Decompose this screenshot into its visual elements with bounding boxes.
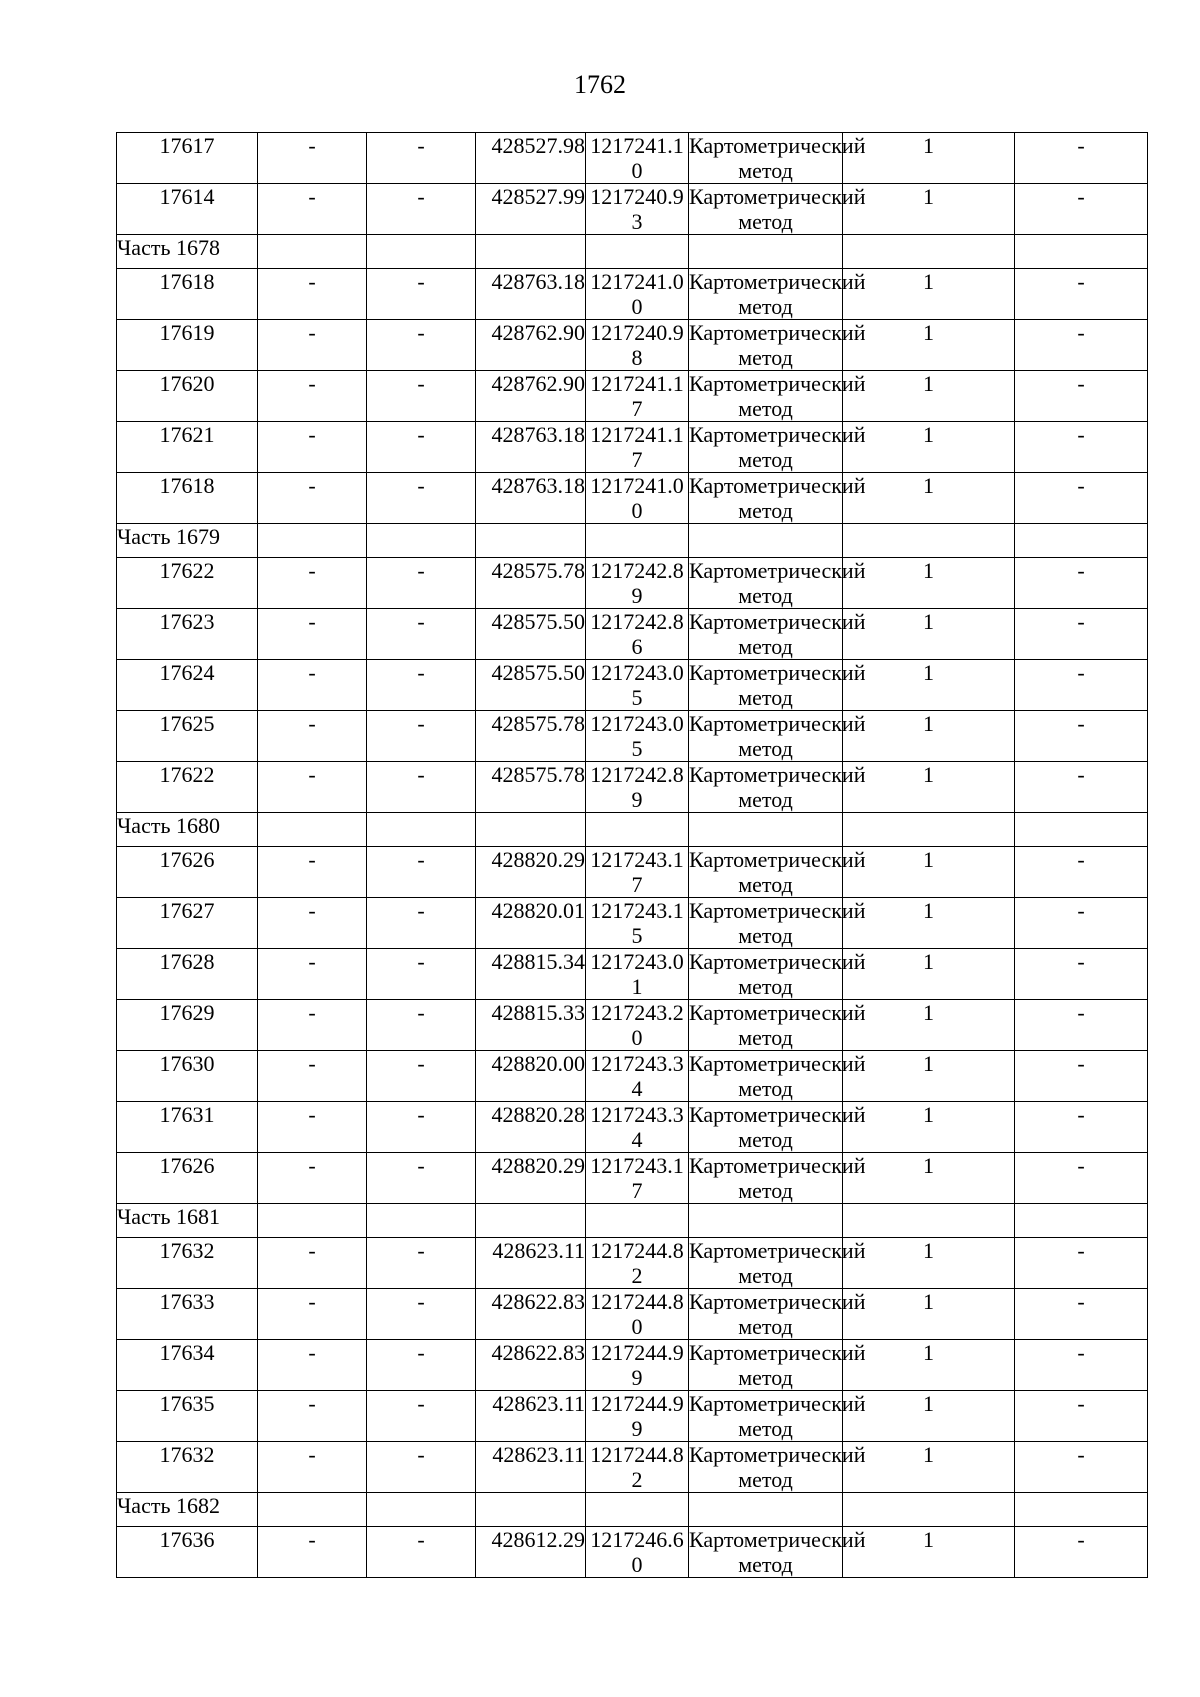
- accuracy-cell: 1: [843, 1527, 1015, 1578]
- empty-cell: [689, 1493, 843, 1527]
- method-cell: Картометрический метод: [689, 1153, 866, 1203]
- empty-cell: [689, 813, 843, 847]
- point-number-cell: 17619: [117, 320, 258, 371]
- empty-cell: [476, 1204, 586, 1238]
- table-row: [117, 1391, 1148, 1442]
- table-row: [117, 949, 1148, 1000]
- dash-cell: -: [1015, 558, 1148, 609]
- y-coordinate-cell: 1217241.17: [586, 371, 689, 422]
- point-number-cell: 17625: [117, 711, 258, 762]
- accuracy-cell: 1: [843, 1238, 1015, 1289]
- dash-cell: -: [1015, 949, 1148, 1000]
- point-number-cell: 17624: [117, 660, 258, 711]
- method-cell: Картометрический метод: [689, 184, 866, 234]
- dash-cell: -: [1015, 184, 1148, 235]
- table-row: [117, 1153, 1148, 1204]
- dash-cell: -: [258, 1442, 367, 1493]
- empty-cell: [476, 524, 586, 558]
- dash-cell: -: [258, 371, 367, 422]
- dash-cell: -: [367, 422, 476, 473]
- empty-cell: [367, 1204, 476, 1238]
- dash-cell: -: [1015, 1051, 1148, 1102]
- table-row: [117, 133, 1148, 184]
- x-coordinate-cell: 428763.18: [476, 269, 586, 320]
- x-coordinate-cell: 428762.90: [476, 371, 586, 422]
- table-row: [117, 320, 1148, 371]
- empty-cell: [689, 1204, 843, 1238]
- empty-cell: [843, 813, 1015, 847]
- accuracy-cell: 1: [843, 609, 1015, 660]
- x-coordinate-cell: 428763.18: [476, 422, 586, 473]
- point-number-cell: 17629: [117, 1000, 258, 1051]
- dash-cell: -: [1015, 133, 1148, 184]
- point-number-cell: 17622: [117, 762, 258, 813]
- dash-cell: -: [258, 711, 367, 762]
- part-label: Часть 1678: [117, 235, 258, 269]
- dash-cell: -: [1015, 422, 1148, 473]
- dash-cell: -: [1015, 371, 1148, 422]
- part-header-row: [117, 1493, 1148, 1527]
- y-coordinate-cell: 1217244.80: [586, 1289, 689, 1340]
- dash-cell: -: [1015, 1340, 1148, 1391]
- empty-cell: [258, 235, 367, 269]
- point-number-cell: 17626: [117, 1153, 258, 1204]
- x-coordinate-cell: 428623.11: [476, 1442, 586, 1493]
- dash-cell: -: [258, 847, 367, 898]
- empty-cell: [476, 1493, 586, 1527]
- part-header-row: [117, 1204, 1148, 1238]
- accuracy-cell: 1: [843, 660, 1015, 711]
- dash-cell: -: [367, 1391, 476, 1442]
- empty-cell: [843, 524, 1015, 558]
- x-coordinate-cell: 428612.29: [476, 1527, 586, 1578]
- point-number-cell: 17636: [117, 1527, 258, 1578]
- dash-cell: -: [367, 371, 476, 422]
- accuracy-cell: 1: [843, 1102, 1015, 1153]
- dash-cell: -: [258, 898, 367, 949]
- part-label: Часть 1682: [117, 1493, 258, 1527]
- dash-cell: -: [258, 558, 367, 609]
- method-cell: Картометрический метод: [689, 1238, 866, 1288]
- y-coordinate-cell: 1217243.20: [586, 1000, 689, 1051]
- dash-cell: -: [1015, 609, 1148, 660]
- part-label: Часть 1680: [117, 813, 258, 847]
- dash-cell: -: [367, 847, 476, 898]
- method-cell: Картометрический метод: [689, 422, 866, 472]
- accuracy-cell: 1: [843, 1000, 1015, 1051]
- dash-cell: -: [258, 320, 367, 371]
- empty-cell: [367, 235, 476, 269]
- empty-cell: [586, 813, 689, 847]
- dash-cell: -: [1015, 1102, 1148, 1153]
- accuracy-cell: 1: [843, 1442, 1015, 1493]
- dash-cell: -: [367, 269, 476, 320]
- dash-cell: -: [367, 1289, 476, 1340]
- point-number-cell: 17621: [117, 422, 258, 473]
- table-row: [117, 473, 1148, 524]
- point-number-cell: 17622: [117, 558, 258, 609]
- method-cell: Картометрический метод: [689, 1051, 866, 1101]
- dash-cell: -: [258, 1000, 367, 1051]
- x-coordinate-cell: 428623.11: [476, 1238, 586, 1289]
- accuracy-cell: 1: [843, 762, 1015, 813]
- x-coordinate-cell: 428575.78: [476, 762, 586, 813]
- y-coordinate-cell: 1217243.15: [586, 898, 689, 949]
- point-number-cell: 17626: [117, 847, 258, 898]
- table-row: [117, 609, 1148, 660]
- accuracy-cell: 1: [843, 1153, 1015, 1204]
- method-cell: Картометрический метод: [689, 660, 866, 710]
- coordinates-table: [116, 132, 1148, 1578]
- method-cell: Картометрический метод: [689, 1527, 866, 1577]
- dash-cell: -: [367, 762, 476, 813]
- dash-cell: -: [367, 711, 476, 762]
- accuracy-cell: 1: [843, 558, 1015, 609]
- point-number-cell: 17634: [117, 1340, 258, 1391]
- empty-cell: [258, 813, 367, 847]
- empty-cell: [258, 1493, 367, 1527]
- table-row: [117, 1238, 1148, 1289]
- x-coordinate-cell: 428622.83: [476, 1289, 586, 1340]
- x-coordinate-cell: 428820.00: [476, 1051, 586, 1102]
- dash-cell: -: [1015, 1442, 1148, 1493]
- dash-cell: -: [1015, 1527, 1148, 1578]
- empty-cell: [1015, 235, 1148, 269]
- empty-cell: [1015, 524, 1148, 558]
- table-row: [117, 847, 1148, 898]
- accuracy-cell: 1: [843, 133, 1015, 184]
- point-number-cell: 17623: [117, 609, 258, 660]
- table-row: [117, 1442, 1148, 1493]
- dash-cell: -: [1015, 762, 1148, 813]
- dash-cell: -: [1015, 473, 1148, 524]
- empty-cell: [1015, 1204, 1148, 1238]
- dash-cell: -: [367, 1051, 476, 1102]
- accuracy-cell: 1: [843, 711, 1015, 762]
- dash-cell: -: [1015, 847, 1148, 898]
- dash-cell: -: [367, 609, 476, 660]
- x-coordinate-cell: 428575.50: [476, 609, 586, 660]
- table-row: [117, 660, 1148, 711]
- table-row: [117, 184, 1148, 235]
- empty-cell: [586, 524, 689, 558]
- empty-cell: [843, 1204, 1015, 1238]
- empty-cell: [689, 235, 843, 269]
- y-coordinate-cell: 1217246.60: [586, 1527, 689, 1578]
- empty-cell: [586, 1493, 689, 1527]
- dash-cell: -: [1015, 1391, 1148, 1442]
- dash-cell: -: [1015, 269, 1148, 320]
- part-header-row: [117, 813, 1148, 847]
- dash-cell: -: [367, 660, 476, 711]
- empty-cell: [586, 1204, 689, 1238]
- table-row: [117, 711, 1148, 762]
- dash-cell: -: [258, 422, 367, 473]
- y-coordinate-cell: 1217243.01: [586, 949, 689, 1000]
- empty-cell: [367, 524, 476, 558]
- dash-cell: -: [367, 898, 476, 949]
- y-coordinate-cell: 1217243.17: [586, 1153, 689, 1204]
- y-coordinate-cell: 1217243.17: [586, 847, 689, 898]
- x-coordinate-cell: 428815.33: [476, 1000, 586, 1051]
- part-header-row: [117, 235, 1148, 269]
- page-number: 1762: [574, 70, 626, 99]
- table-body: [117, 133, 1148, 1578]
- dash-cell: -: [367, 184, 476, 235]
- method-cell: Картометрический метод: [689, 1289, 866, 1339]
- table-row: [117, 1289, 1148, 1340]
- dash-cell: -: [367, 1000, 476, 1051]
- dash-cell: -: [258, 949, 367, 1000]
- dash-cell: -: [1015, 898, 1148, 949]
- empty-cell: [843, 1493, 1015, 1527]
- y-coordinate-cell: 1217244.82: [586, 1238, 689, 1289]
- x-coordinate-cell: 428575.50: [476, 660, 586, 711]
- method-cell: Картометрический метод: [689, 898, 866, 948]
- empty-cell: [258, 1204, 367, 1238]
- point-number-cell: 17633: [117, 1289, 258, 1340]
- dash-cell: -: [258, 1340, 367, 1391]
- part-label: Часть 1681: [117, 1204, 258, 1238]
- y-coordinate-cell: 1217241.17: [586, 422, 689, 473]
- empty-cell: [1015, 1493, 1148, 1527]
- dash-cell: -: [1015, 1289, 1148, 1340]
- y-coordinate-cell: 1217241.10: [586, 133, 689, 184]
- accuracy-cell: 1: [843, 371, 1015, 422]
- dash-cell: -: [258, 1238, 367, 1289]
- empty-cell: [586, 235, 689, 269]
- table-row: [117, 422, 1148, 473]
- y-coordinate-cell: 1217243.05: [586, 660, 689, 711]
- table-row: [117, 1000, 1148, 1051]
- dash-cell: -: [258, 609, 367, 660]
- y-coordinate-cell: 1217244.99: [586, 1391, 689, 1442]
- accuracy-cell: 1: [843, 1051, 1015, 1102]
- point-number-cell: 17630: [117, 1051, 258, 1102]
- accuracy-cell: 1: [843, 949, 1015, 1000]
- accuracy-cell: 1: [843, 847, 1015, 898]
- dash-cell: -: [258, 473, 367, 524]
- dash-cell: -: [1015, 1238, 1148, 1289]
- table-row: [117, 371, 1148, 422]
- method-cell: Картометрический метод: [689, 609, 866, 659]
- x-coordinate-cell: 428527.99: [476, 184, 586, 235]
- dash-cell: -: [367, 1153, 476, 1204]
- table-row: [117, 898, 1148, 949]
- table-row: [117, 558, 1148, 609]
- method-cell: Картометрический метод: [689, 269, 866, 319]
- method-cell: Картометрический метод: [689, 1391, 866, 1441]
- y-coordinate-cell: 1217243.34: [586, 1102, 689, 1153]
- y-coordinate-cell: 1217242.89: [586, 558, 689, 609]
- x-coordinate-cell: 428622.83: [476, 1340, 586, 1391]
- dash-cell: -: [367, 1102, 476, 1153]
- point-number-cell: 17635: [117, 1391, 258, 1442]
- method-cell: Картометрический метод: [689, 1442, 866, 1492]
- method-cell: Картометрический метод: [689, 711, 866, 761]
- point-number-cell: 17631: [117, 1102, 258, 1153]
- dash-cell: -: [367, 558, 476, 609]
- x-coordinate-cell: 428575.78: [476, 711, 586, 762]
- table-row: [117, 1051, 1148, 1102]
- dash-cell: -: [258, 1153, 367, 1204]
- dash-cell: -: [367, 949, 476, 1000]
- x-coordinate-cell: 428820.29: [476, 847, 586, 898]
- x-coordinate-cell: 428820.01: [476, 898, 586, 949]
- method-cell: Картометрический метод: [689, 1102, 866, 1152]
- dash-cell: -: [1015, 1000, 1148, 1051]
- x-coordinate-cell: 428815.34: [476, 949, 586, 1000]
- x-coordinate-cell: 428820.28: [476, 1102, 586, 1153]
- dash-cell: -: [367, 1442, 476, 1493]
- accuracy-cell: 1: [843, 422, 1015, 473]
- x-coordinate-cell: 428762.90: [476, 320, 586, 371]
- y-coordinate-cell: 1217242.86: [586, 609, 689, 660]
- point-number-cell: 17620: [117, 371, 258, 422]
- method-cell: Картометрический метод: [689, 558, 866, 608]
- accuracy-cell: 1: [843, 184, 1015, 235]
- method-cell: Картометрический метод: [689, 847, 866, 897]
- method-cell: Картометрический метод: [689, 1340, 866, 1390]
- dash-cell: -: [1015, 660, 1148, 711]
- method-cell: Картометрический метод: [689, 133, 866, 183]
- dash-cell: -: [258, 660, 367, 711]
- dash-cell: -: [258, 269, 367, 320]
- method-cell: Картометрический метод: [689, 473, 866, 523]
- table-row: [117, 1102, 1148, 1153]
- dash-cell: -: [1015, 320, 1148, 371]
- y-coordinate-cell: 1217241.00: [586, 269, 689, 320]
- point-number-cell: 17628: [117, 949, 258, 1000]
- point-number-cell: 17614: [117, 184, 258, 235]
- point-number-cell: 17618: [117, 473, 258, 524]
- accuracy-cell: 1: [843, 1289, 1015, 1340]
- part-header-row: [117, 524, 1148, 558]
- dash-cell: -: [1015, 1153, 1148, 1204]
- empty-cell: [367, 1493, 476, 1527]
- dash-cell: -: [258, 762, 367, 813]
- table-row: [117, 269, 1148, 320]
- empty-cell: [1015, 813, 1148, 847]
- y-coordinate-cell: 1217240.98: [586, 320, 689, 371]
- dash-cell: -: [258, 184, 367, 235]
- dash-cell: -: [367, 133, 476, 184]
- y-coordinate-cell: 1217240.93: [586, 184, 689, 235]
- accuracy-cell: 1: [843, 1391, 1015, 1442]
- method-cell: Картометрический метод: [689, 320, 866, 370]
- x-coordinate-cell: 428527.98: [476, 133, 586, 184]
- point-number-cell: 17627: [117, 898, 258, 949]
- dash-cell: -: [367, 320, 476, 371]
- x-coordinate-cell: 428623.11: [476, 1391, 586, 1442]
- x-coordinate-cell: 428575.78: [476, 558, 586, 609]
- method-cell: Картометрический метод: [689, 949, 866, 999]
- dash-cell: -: [258, 133, 367, 184]
- accuracy-cell: 1: [843, 1340, 1015, 1391]
- accuracy-cell: 1: [843, 898, 1015, 949]
- point-number-cell: 17632: [117, 1238, 258, 1289]
- x-coordinate-cell: 428820.29: [476, 1153, 586, 1204]
- y-coordinate-cell: 1217241.00: [586, 473, 689, 524]
- dash-cell: -: [367, 1238, 476, 1289]
- dash-cell: -: [258, 1289, 367, 1340]
- dash-cell: -: [258, 1391, 367, 1442]
- accuracy-cell: 1: [843, 473, 1015, 524]
- point-number-cell: 17618: [117, 269, 258, 320]
- method-cell: Картометрический метод: [689, 371, 866, 421]
- method-cell: Картометрический метод: [689, 762, 866, 812]
- empty-cell: [367, 813, 476, 847]
- point-number-cell: 17632: [117, 1442, 258, 1493]
- point-number-cell: 17617: [117, 133, 258, 184]
- y-coordinate-cell: 1217242.89: [586, 762, 689, 813]
- empty-cell: [689, 524, 843, 558]
- y-coordinate-cell: 1217244.82: [586, 1442, 689, 1493]
- dash-cell: -: [258, 1102, 367, 1153]
- table-row: [117, 1340, 1148, 1391]
- dash-cell: -: [367, 473, 476, 524]
- dash-cell: -: [367, 1340, 476, 1391]
- y-coordinate-cell: 1217243.34: [586, 1051, 689, 1102]
- dash-cell: -: [258, 1051, 367, 1102]
- part-label: Часть 1679: [117, 524, 258, 558]
- y-coordinate-cell: 1217244.99: [586, 1340, 689, 1391]
- method-cell: Картометрический метод: [689, 1000, 866, 1050]
- dash-cell: -: [258, 1527, 367, 1578]
- accuracy-cell: 1: [843, 269, 1015, 320]
- empty-cell: [258, 524, 367, 558]
- table-row: [117, 1527, 1148, 1578]
- empty-cell: [476, 813, 586, 847]
- empty-cell: [843, 235, 1015, 269]
- table-row: [117, 762, 1148, 813]
- x-coordinate-cell: 428763.18: [476, 473, 586, 524]
- y-coordinate-cell: 1217243.05: [586, 711, 689, 762]
- accuracy-cell: 1: [843, 320, 1015, 371]
- dash-cell: -: [1015, 711, 1148, 762]
- empty-cell: [476, 235, 586, 269]
- dash-cell: -: [367, 1527, 476, 1578]
